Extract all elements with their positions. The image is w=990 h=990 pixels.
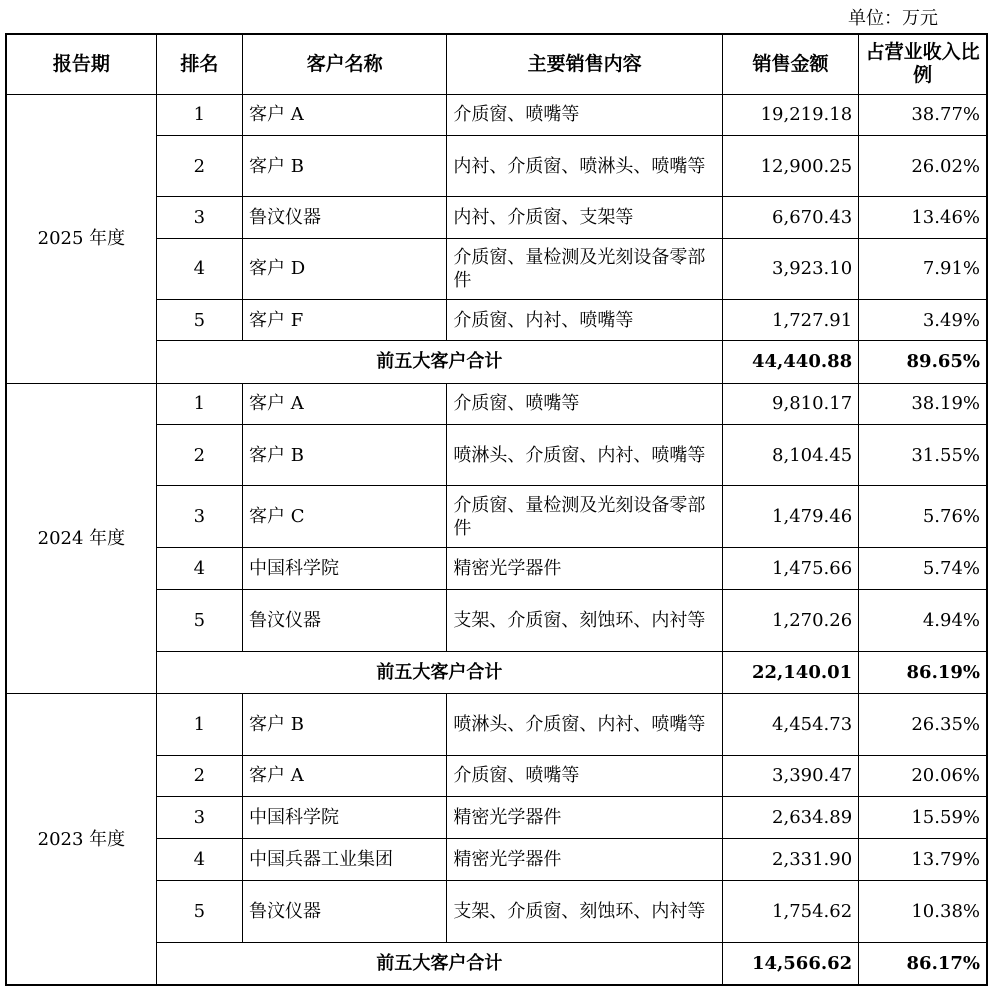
ratio-cell: 38.77% — [859, 94, 987, 135]
header-period: 报告期 — [6, 34, 156, 94]
amount-cell: 19,219.18 — [722, 94, 858, 135]
content-cell: 精密光学器件 — [447, 797, 723, 839]
top-customers-table — [5, 33, 988, 986]
rank-cell: 2 — [156, 135, 242, 197]
total-amount: 22,140.01 — [722, 652, 858, 694]
unit-label: 单位：万元 — [848, 8, 938, 29]
rank-cell: 5 — [156, 590, 242, 652]
total-ratio: 89.65% — [859, 341, 987, 383]
ratio-cell: 5.76% — [859, 486, 987, 548]
rank-cell: 2 — [156, 424, 242, 486]
amount-cell: 9,810.17 — [722, 383, 858, 424]
rank-cell: 4 — [156, 238, 242, 300]
rank-cell: 3 — [156, 486, 242, 548]
customer-cell: 客户 B — [242, 694, 446, 756]
rank-cell: 1 — [156, 694, 242, 756]
amount-cell: 6,670.43 — [722, 197, 858, 238]
content-cell: 精密光学器件 — [447, 548, 723, 590]
rank-cell: 3 — [156, 197, 242, 238]
customer-cell: 中国兵器工业集团 — [242, 839, 446, 881]
customer-cell: 客户 A — [242, 94, 446, 135]
table-row — [6, 383, 987, 424]
customer-cell: 中国科学院 — [242, 797, 446, 839]
rank-cell: 1 — [156, 383, 242, 424]
customer-cell: 鲁汶仪器 — [242, 197, 446, 238]
customer-cell: 客户 D — [242, 238, 446, 300]
customer-cell: 客户 B — [242, 135, 446, 197]
customer-cell: 鲁汶仪器 — [242, 881, 446, 943]
amount-cell: 12,900.25 — [722, 135, 858, 197]
total-ratio: 86.19% — [859, 652, 987, 694]
ratio-cell: 7.91% — [859, 238, 987, 300]
content-cell: 介质窗、量检测及光刻设备零部件 — [447, 486, 723, 548]
ratio-cell: 38.19% — [859, 383, 987, 424]
customer-cell: 客户 C — [242, 486, 446, 548]
amount-cell: 1,727.91 — [722, 300, 858, 341]
period-cell: 2023 年度 — [6, 694, 156, 985]
total-label: 前五大客户合计 — [156, 652, 722, 694]
total-label: 前五大客户合计 — [156, 943, 722, 985]
header-customer: 客户名称 — [242, 34, 446, 94]
amount-cell: 3,390.47 — [722, 755, 858, 796]
table-row — [6, 94, 987, 135]
total-ratio: 86.17% — [859, 943, 987, 985]
customer-cell: 客户 F — [242, 300, 446, 341]
period-cell: 2024 年度 — [6, 383, 156, 694]
header-row — [6, 34, 987, 94]
content-cell: 支架、介质窗、刻蚀环、内衬等 — [447, 881, 723, 943]
content-cell: 介质窗、喷嘴等 — [447, 383, 723, 424]
amount-cell: 1,270.26 — [722, 590, 858, 652]
rank-cell: 4 — [156, 839, 242, 881]
period-cell: 2025 年度 — [6, 94, 156, 383]
ratio-cell: 15.59% — [859, 797, 987, 839]
ratio-cell: 26.02% — [859, 135, 987, 197]
amount-cell: 1,475.66 — [722, 548, 858, 590]
customer-cell: 客户 B — [242, 424, 446, 486]
ratio-cell: 31.55% — [859, 424, 987, 486]
ratio-cell: 10.38% — [859, 881, 987, 943]
ratio-cell: 13.46% — [859, 197, 987, 238]
total-amount: 44,440.88 — [722, 341, 858, 383]
rank-cell: 3 — [156, 797, 242, 839]
content-cell: 介质窗、喷嘴等 — [447, 94, 723, 135]
customer-cell: 鲁汶仪器 — [242, 590, 446, 652]
content-cell: 支架、介质窗、刻蚀环、内衬等 — [447, 590, 723, 652]
content-cell: 内衬、介质窗、喷淋头、喷嘴等 — [447, 135, 723, 197]
header-amount: 销售金额 — [722, 34, 858, 94]
content-cell: 介质窗、喷嘴等 — [447, 755, 723, 796]
amount-cell: 8,104.45 — [722, 424, 858, 486]
header-ratio: 占营业收入比例 — [859, 34, 987, 94]
content-cell: 介质窗、量检测及光刻设备零部件 — [447, 238, 723, 300]
customer-cell: 中国科学院 — [242, 548, 446, 590]
header-rank: 排名 — [156, 34, 242, 94]
table-row — [6, 694, 987, 756]
amount-cell: 4,454.73 — [722, 694, 858, 756]
rank-cell: 1 — [156, 94, 242, 135]
total-amount: 14,566.62 — [722, 943, 858, 985]
amount-cell: 2,331.90 — [722, 839, 858, 881]
content-cell: 精密光学器件 — [447, 839, 723, 881]
ratio-cell: 4.94% — [859, 590, 987, 652]
rank-cell: 5 — [156, 881, 242, 943]
content-cell: 喷淋头、介质窗、内衬、喷嘴等 — [447, 694, 723, 756]
customer-cell: 客户 A — [242, 755, 446, 796]
content-cell: 喷淋头、介质窗、内衬、喷嘴等 — [447, 424, 723, 486]
ratio-cell: 20.06% — [859, 755, 987, 796]
total-label: 前五大客户合计 — [156, 341, 722, 383]
ratio-cell: 3.49% — [859, 300, 987, 341]
rank-cell: 5 — [156, 300, 242, 341]
amount-cell: 1,479.46 — [722, 486, 858, 548]
amount-cell: 1,754.62 — [722, 881, 858, 943]
ratio-cell: 26.35% — [859, 694, 987, 756]
content-cell: 内衬、介质窗、支架等 — [447, 197, 723, 238]
header-content: 主要销售内容 — [447, 34, 723, 94]
content-cell: 介质窗、内衬、喷嘴等 — [447, 300, 723, 341]
rank-cell: 4 — [156, 548, 242, 590]
ratio-cell: 13.79% — [859, 839, 987, 881]
amount-cell: 3,923.10 — [722, 238, 858, 300]
amount-cell: 2,634.89 — [722, 797, 858, 839]
ratio-cell: 5.74% — [859, 548, 987, 590]
customer-cell: 客户 A — [242, 383, 446, 424]
rank-cell: 2 — [156, 755, 242, 796]
